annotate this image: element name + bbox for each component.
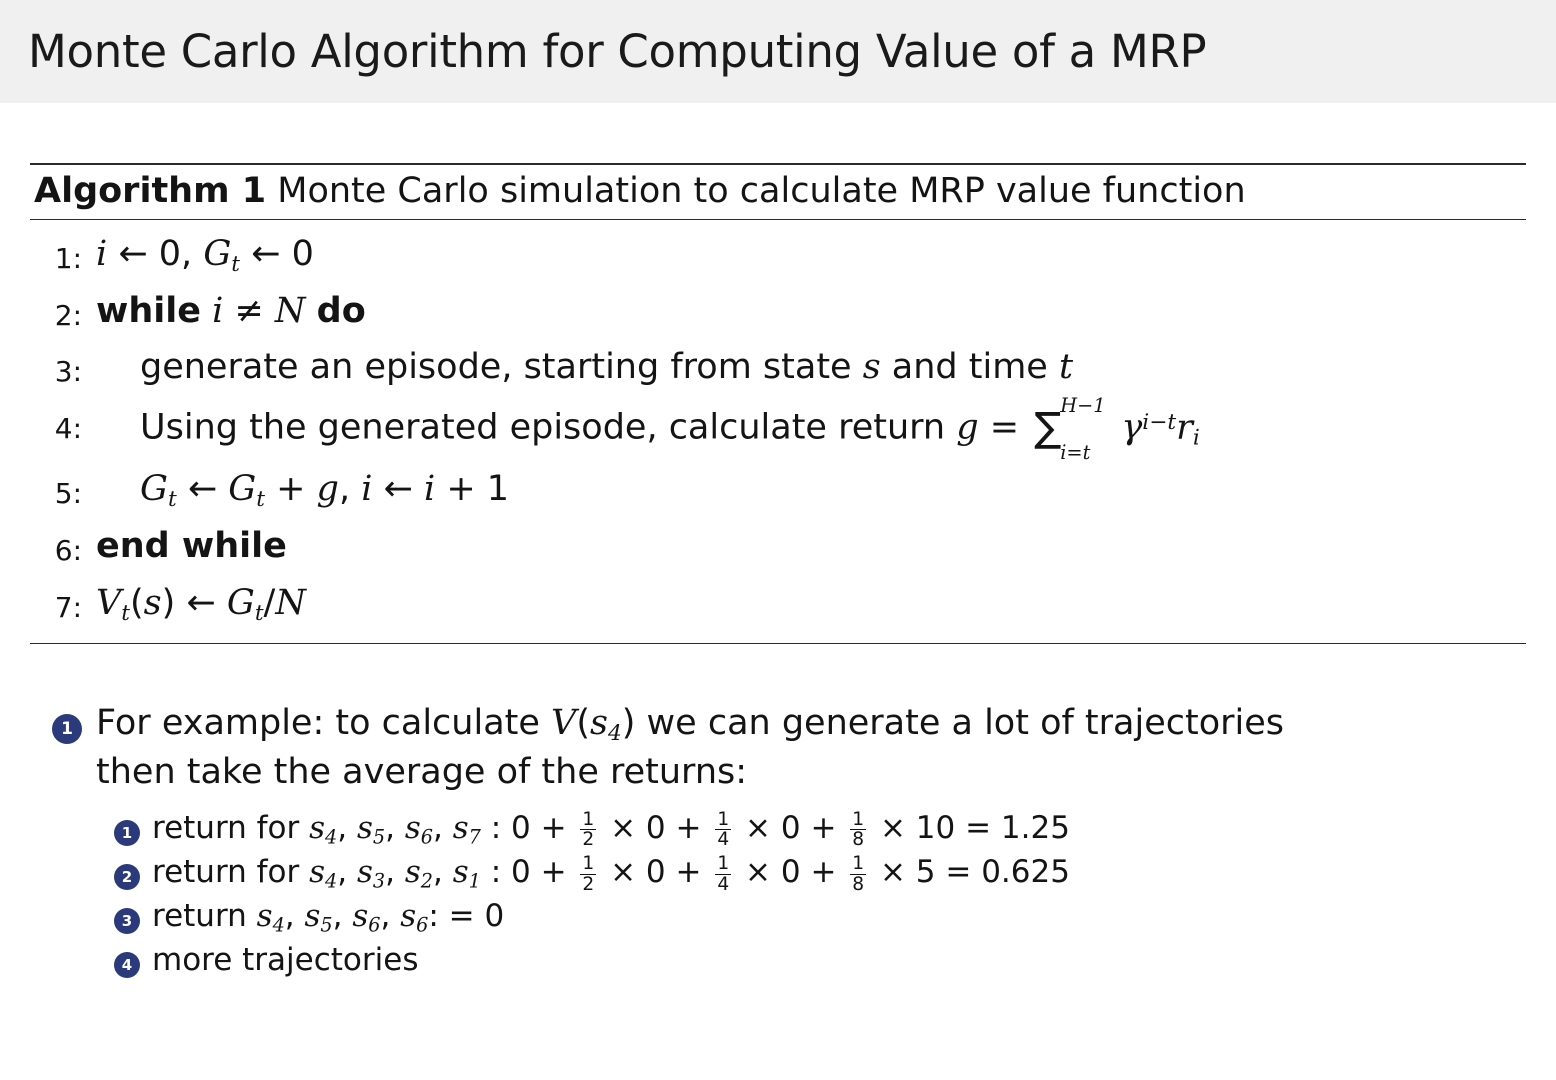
algorithm-line xyxy=(30,518,1526,575)
line-number: 2: xyxy=(54,298,82,332)
algorithm-label: Algorithm 1 xyxy=(34,171,267,211)
algorithm-bottom-rule xyxy=(30,643,1526,644)
line-code: $G_t$ ← $G_t + g$, i ← i + 1 xyxy=(140,469,510,513)
line-number: 1: xyxy=(54,242,82,275)
example-bullet xyxy=(52,700,1522,796)
sub-item-text: more trajectories xyxy=(152,942,419,979)
algorithm-line xyxy=(30,283,1526,340)
sub-bullet-badge-3: 3 xyxy=(114,908,140,934)
algorithm-caption-text: Monte Carlo simulation to calculate MRP value function xyxy=(277,171,1246,211)
sub-bullet-badge-4: 4 xyxy=(114,952,140,978)
list-item xyxy=(114,895,1522,939)
algorithm-block xyxy=(30,163,1526,644)
line-code: $V_t(s)$ ← $G_t/N$ xyxy=(96,582,306,626)
algorithm-lines xyxy=(30,220,1526,643)
list-item xyxy=(114,939,1522,982)
example-text-line2: then take the average of the returns: xyxy=(96,751,748,792)
list-item xyxy=(114,807,1522,851)
algorithm-line xyxy=(30,394,1526,464)
line-number: 6: xyxy=(54,533,82,567)
line-code: generate an episode, starting from state s and time t xyxy=(140,347,1074,388)
algorithm-line xyxy=(30,339,1526,396)
page-title: Monte Carlo Algorithm for Computing Value of a MRP xyxy=(28,24,1207,78)
summation-symbol: ∑ H−1 i=t xyxy=(1034,394,1106,464)
sub-item-text: return for $s_4$, $s_3$, $s_2$, $s_1$ : 0 + $\frac{1}{2}$ × 0 + $\frac{1}{4}$ × 0 + $\frac{1}{8}$ × 5 = 0.625 xyxy=(152,853,1070,895)
example-section xyxy=(52,700,1522,982)
example-sub-list xyxy=(114,807,1522,983)
line-code: end while xyxy=(96,525,287,566)
algorithm-line xyxy=(30,226,1526,283)
list-item xyxy=(114,851,1522,895)
line-number: 5: xyxy=(54,477,82,511)
sub-bullet-badge-1: 1 xyxy=(114,820,140,846)
algorithm-line xyxy=(30,575,1526,632)
example-text xyxy=(96,700,1284,796)
line-code: while i ≠ N do xyxy=(96,290,366,331)
line-number: 3: xyxy=(54,355,82,389)
algorithm-line xyxy=(30,461,1526,518)
example-text-line1: For example: to calculate $V(s_4)$ we can generate a lot of trajectories xyxy=(96,703,1285,747)
algorithm-caption xyxy=(30,165,1526,219)
line-code: i ← 0, $G_t$ ← 0 xyxy=(96,234,314,278)
sub-item-text: return $s_4$, $s_5$, $s_6$, $s_6$: = 0 xyxy=(152,898,505,937)
line-number: 7: xyxy=(54,590,82,624)
line-number: 4: xyxy=(54,412,82,446)
line-code: Using the generated episode, calculate return g = ∑ H−1 i=t $\gamma^{i-t}r_i$ xyxy=(140,394,1200,464)
sub-bullet-badge-2: 2 xyxy=(114,864,140,890)
bullet-badge-1: 1 xyxy=(52,714,82,744)
sub-item-text: return for $s_4$, $s_5$, $s_6$, $s_7$ : 0 + $\frac{1}{2}$ × 0 + $\frac{1}{4}$ × 0 + $\frac{1}{8}$ × 10 = 1.25 xyxy=(152,808,1070,851)
slide-title-bar xyxy=(0,0,1556,103)
